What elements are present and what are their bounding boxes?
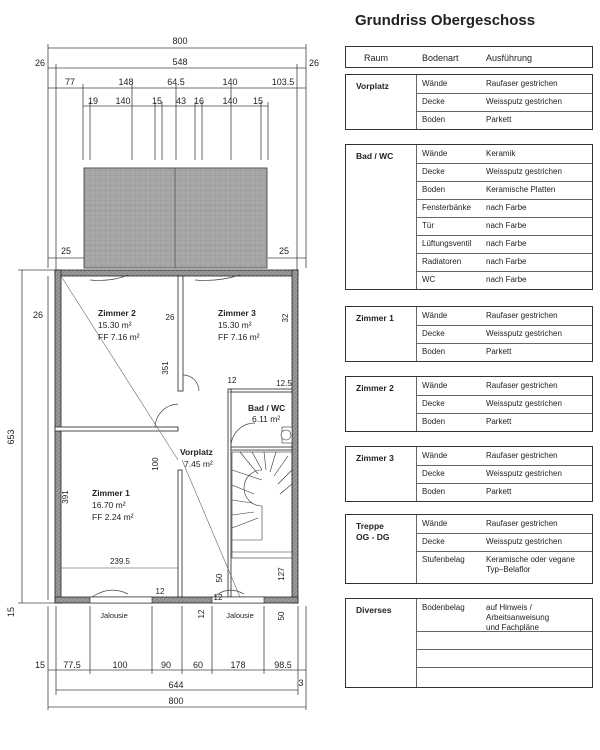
dim-bottom-178: 178 [230,660,246,670]
room-zimmer2-area: 15.30 m² [98,320,132,330]
row-item: Bodenbelag [422,603,465,612]
dim-left-653: 653 [6,429,16,445]
row-item: Decke [422,399,445,408]
jalousie-label-right: Jalousie [226,611,254,620]
row-finish: Keramische oder vegane Typ–Belaflor [486,555,575,574]
row-item: Boden [422,347,446,356]
row-finish: Keramische Platten [486,185,556,194]
row-finish: Raufaser gestrichen [486,311,558,320]
dim-top-43: 43 [175,96,187,106]
dim-bottom-100: 100 [112,660,128,670]
dim-top-77: 77 [64,77,76,87]
section-zimmer3 [345,446,593,502]
header-ausfuehrung: Ausführung [486,53,533,63]
dim-top-103: 103.5 [271,77,295,87]
dim-bottom-90: 90 [160,660,172,670]
dim-left-391: 391 [61,490,70,504]
room-zimmer3-ff: FF 7.16 m² [218,332,260,342]
row-item: Wände [422,381,448,390]
dim-top-19: 19 [87,96,99,106]
row-item: Boden [422,185,446,194]
dim-inner-12b: 12 [155,587,165,596]
walls [55,270,298,603]
header-bodenart: Bodenart [422,53,459,63]
row-item: Wände [422,451,448,460]
page-title: Grundriss Obergeschoss [355,12,536,29]
dim-inner-12a: 12 [227,376,237,385]
dim-inner-127: 127 [277,567,286,581]
dim-top-16: 16 [193,96,205,106]
dim-top-548: 548 [172,57,188,67]
dim-inner-26: 26 [165,313,175,322]
section-title: Diverses [356,605,392,615]
row-item: Stufenbelag [422,555,465,564]
row-finish: nach Farbe [486,275,527,284]
room-zimmer1-area: 16.70 m² [92,500,126,510]
dim-inner-12d: 12 [213,593,223,602]
dim-bottom-800: 800 [168,696,184,706]
row-finish: Raufaser gestrichen [486,519,558,528]
dim-left-26: 26 [32,310,44,320]
balcony-hatch [84,168,267,268]
dim-inner-100: 100 [151,457,160,471]
section-vorplatz [345,74,593,130]
room-zimmer2-ff: FF 7.16 m² [98,332,140,342]
row-finish: Weissputz gestrichen [486,469,562,478]
staircase [232,452,292,558]
row-finish: Raufaser gestrichen [486,79,558,88]
room-vorplatz-name: Vorplatz [180,447,213,457]
dim-side-25b: 25 [278,246,290,256]
room-zimmer1-ff: FF 2.24 m² [92,512,134,522]
row-item: Boden [422,417,446,426]
row-finish: Weissputz gestrichen [486,329,562,338]
row-finish: nach Farbe [486,239,527,248]
dim-top-140: 140 [222,77,238,87]
row-finish: Parkett [486,487,512,496]
row-finish: Keramik [486,149,516,158]
room-zimmer3-area: 15.30 m² [218,320,252,330]
row-item: Boden [422,487,446,496]
section-bad-wc [345,144,593,290]
dim-bottom-60: 60 [192,660,204,670]
dim-top-total: 800 [172,36,188,46]
row-finish: nach Farbe [486,257,527,266]
row-finish: Weissputz gestrichen [486,97,562,106]
dim-bottom-98-5: 98.5 [274,660,292,670]
dim-inner-239-5: 239.5 [109,557,131,566]
row-finish: Parkett [486,347,512,356]
section-title: Treppe OG - DG [356,521,390,542]
dim-inner-12-5: 12.5 [276,379,292,388]
section-title: Zimmer 1 [356,313,394,323]
section-title: Vorplatz [356,81,389,91]
row-finish: nach Farbe [486,203,527,212]
row-item: Wände [422,519,448,528]
section-zimmer2 [345,376,593,432]
row-item: WC [422,275,436,284]
row-item: Decke [422,167,445,176]
row-finish: nach Farbe [486,221,527,230]
row-finish: Parkett [486,417,512,426]
dim-side-25a: 25 [60,246,72,256]
dim-bottom-77-5: 77.5 [63,660,81,670]
row-finish: Raufaser gestrichen [486,381,558,390]
dim-top-15a: 15 [151,96,163,106]
dim-inner-50a: 50 [215,573,224,583]
row-item: Decke [422,537,445,546]
row-finish: Weissputz gestrichen [486,399,562,408]
dim-top-26a: 26 [34,58,46,68]
room-zimmer3-name: Zimmer 3 [218,308,256,318]
row-item: Wände [422,149,448,158]
dim-bottom-3: 3 [298,678,304,688]
dim-left-15: 15 [6,606,16,618]
row-item: Lüftungsventil [422,239,472,248]
section-title: Bad / WC [356,151,394,161]
row-finish: Weissputz gestrichen [486,537,562,546]
dim-top-140a: 140 [115,96,131,106]
dim-top-64: 64.5 [167,77,185,87]
header-raum: Raum [364,53,389,63]
row-finish: auf Hinweis / Arbeitsanweisung und Fachpläne [486,603,550,632]
dim-top-26b: 26 [308,58,320,68]
jalousie-label-left: Jalousie [100,611,128,620]
row-item: Wände [422,311,448,320]
dim-top-140b: 140 [222,96,238,106]
section-treppe [345,514,593,584]
section-title: Zimmer 3 [356,453,394,463]
row-item: Fensterbänke [422,203,471,212]
dim-inner-12c: 12 [197,609,206,619]
dim-inner-32: 32 [281,313,290,323]
bottom-dimensions [48,606,306,710]
dim-inner-50b: 50 [277,611,286,621]
room-bad-area: 6.11 m² [252,414,281,424]
dim-top-15b: 15 [252,96,264,106]
dim-bottom-644: 644 [168,680,184,690]
room-zimmer1-name: Zimmer 1 [92,488,130,498]
dim-inner-351: 351 [161,361,170,375]
section-title: Zimmer 2 [356,383,394,393]
dim-top-148: 148 [118,77,134,87]
row-item: Wände [422,79,448,88]
row-item: Boden [422,115,446,124]
dim-bottom-15: 15 [34,660,46,670]
table-header [345,46,593,68]
row-finish: Weissputz gestrichen [486,167,562,176]
section-zimmer1 [345,306,593,362]
room-zimmer2-name: Zimmer 2 [98,308,136,318]
row-item: Decke [422,97,445,106]
row-item: Radiatoren [422,257,462,266]
row-finish: Raufaser gestrichen [486,451,558,460]
row-item: Tür [422,221,434,230]
row-item: Decke [422,329,445,338]
row-item: Decke [422,469,445,478]
section-diverses [345,598,593,688]
room-bad-name: Bad / WC [248,403,286,413]
room-vorplatz-area: 7.45 m² [184,459,213,469]
row-finish: Parkett [486,115,512,124]
